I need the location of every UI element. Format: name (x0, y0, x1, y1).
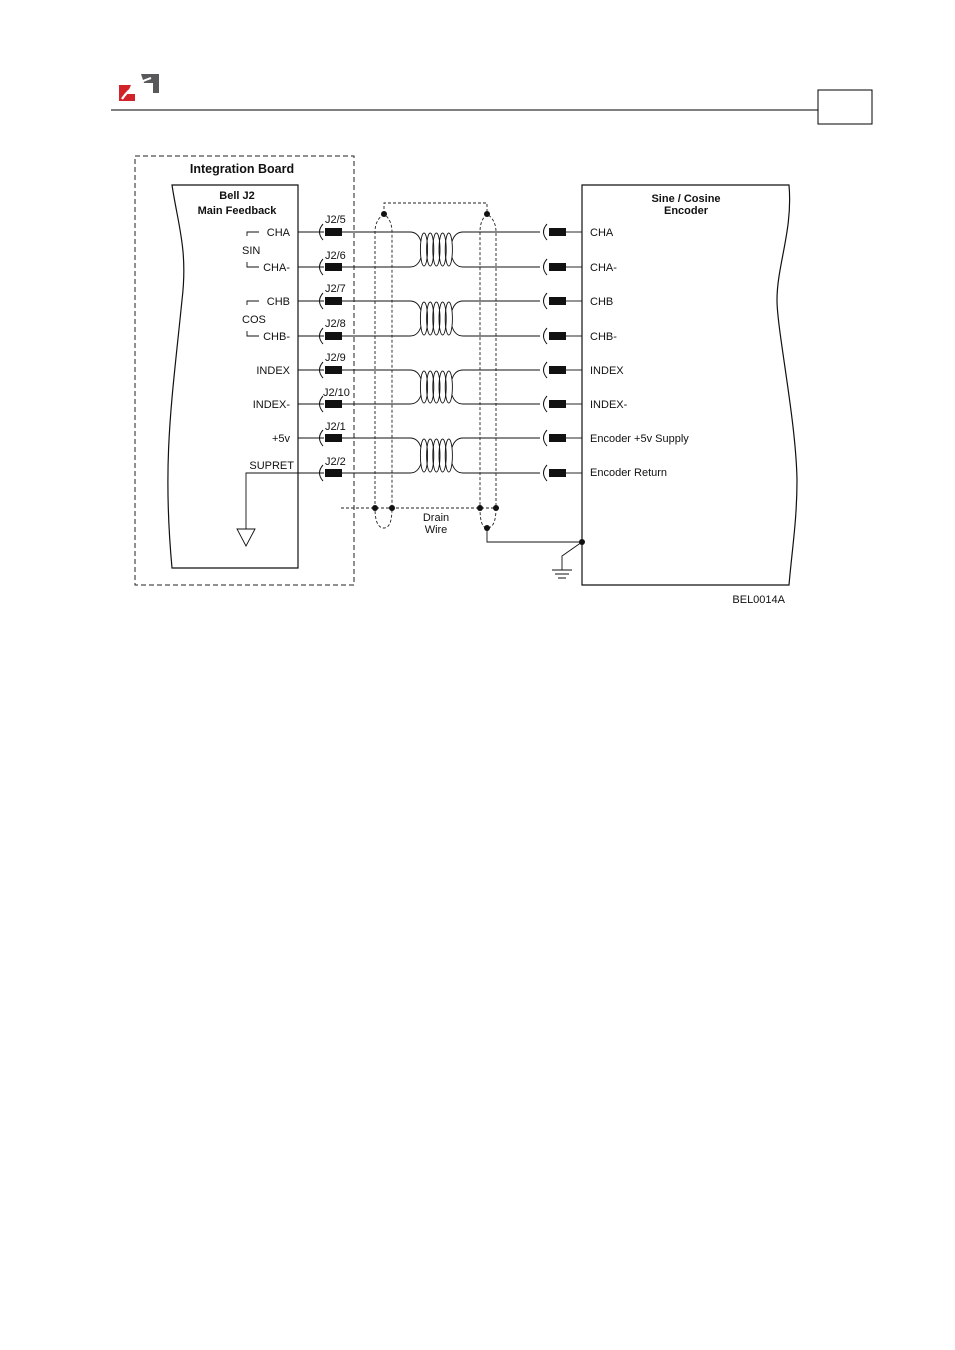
drain-dot-4 (493, 505, 499, 511)
encoder-title-line2: Encoder (663, 205, 709, 217)
board-signal-5v: +5v (271, 433, 290, 445)
encoder-pin-socket-5 (544, 396, 548, 412)
encoder-signal-cha-neg: CHA- (590, 262, 617, 274)
encoder-signal-index: INDEX (590, 365, 624, 377)
integration-board-outline (135, 156, 354, 585)
board-signal-chb-neg: CHB- (263, 331, 290, 343)
board-signal-index: INDEX (256, 365, 290, 377)
cable-shield (341, 203, 496, 528)
encoder-pin-0 (549, 228, 566, 236)
pin-label-j2-7: J2/7 (325, 283, 346, 295)
shield-ground-wire (487, 528, 582, 542)
shield-top-right-dot (484, 211, 490, 217)
encoder-pin-socket-7 (544, 465, 548, 481)
chassis-ground-wire (562, 542, 582, 570)
bell-j2-subtitle: Main Feedback (197, 205, 277, 217)
page-number-box (818, 90, 872, 124)
encoder-pin-3 (549, 332, 566, 340)
board-pin-5 (325, 400, 342, 408)
board-pin-4 (325, 366, 342, 374)
shield-left-loop (375, 214, 392, 528)
encoder-signal-index-neg: INDEX- (590, 399, 628, 411)
encoder-signal-5v-supply: Encoder +5v Supply (590, 433, 689, 445)
encoder-pin-1 (549, 263, 566, 271)
board-signal-cha-neg: CHA- (263, 262, 290, 274)
pin-label-j2-1: J2/1 (325, 421, 346, 433)
bell-j2-title: Bell J2 (219, 190, 255, 202)
encoder-title-line1: Sine / Cosine (651, 193, 721, 205)
encoder-pin-4 (549, 366, 566, 374)
sin-bracket-top (247, 232, 259, 236)
shield-top-link (384, 203, 487, 214)
encoder-signal-cha: CHA (590, 227, 614, 239)
pin-label-j2-10: J2/10 (323, 387, 350, 399)
encoder-signal-chb-neg: CHB- (590, 331, 617, 343)
sin-group-label: SIN (242, 245, 261, 257)
encoder-pin-2 (549, 297, 566, 305)
encoder-signal-chb: CHB (590, 296, 614, 308)
board-pin-1 (325, 263, 342, 271)
board-signal-cha: CHA (266, 227, 290, 239)
encoder-signal-return: Encoder Return (590, 467, 668, 479)
supret-ground-symbol (237, 529, 255, 546)
encoder-pin-5 (549, 400, 566, 408)
pin-label-j2-5: J2/5 (325, 214, 346, 226)
cos-bracket-top (247, 301, 259, 305)
encoder-pin-socket-1 (544, 259, 548, 275)
cos-bracket-bottom (247, 331, 259, 336)
pin-label-j2-2: J2/2 (325, 456, 346, 468)
drain-wire-label-1: Drain (422, 512, 450, 524)
drain-dot-3 (477, 505, 483, 511)
board-signal-chb: CHB (266, 296, 290, 308)
board-signal-supret: SUPRET (249, 460, 294, 472)
drain-dot-1 (372, 505, 378, 511)
pin-label-j2-6: J2/6 (325, 250, 346, 262)
encoder-pin-socket-4 (544, 362, 548, 378)
figure-code: BEL0014A (732, 594, 785, 606)
board-signal-index-neg: INDEX- (252, 399, 290, 411)
encoder-pin-socket-0 (544, 224, 548, 240)
pin-label-j2-8: J2/8 (325, 318, 346, 330)
shield-right-loop (480, 214, 496, 528)
cos-group-label: COS (242, 314, 266, 326)
board-pin-0 (325, 228, 342, 236)
board-pin-6 (325, 434, 342, 442)
pin-label-j2-9: J2/9 (325, 352, 346, 364)
logo-gray-mark (141, 74, 159, 93)
encoder-body (582, 185, 797, 585)
company-logo (119, 74, 159, 101)
board-pin-3 (325, 332, 342, 340)
board-pin-2 (325, 297, 342, 305)
drain-wire-label-2: Wire (424, 524, 448, 536)
integration-board-title: Integration Board (189, 162, 295, 176)
encoder-pin-socket-6 (544, 430, 548, 446)
supret-ground-wire (246, 473, 298, 529)
drain-dot-2 (389, 505, 395, 511)
encoder-pin-socket-2 (544, 293, 548, 309)
encoder-pin-7 (549, 469, 566, 477)
shield-top-left-dot (381, 211, 387, 217)
encoder-pin-socket-3 (544, 328, 548, 344)
board-pin-7 (325, 469, 342, 477)
encoder-pin-6 (549, 434, 566, 442)
sin-bracket-bottom (247, 262, 259, 267)
